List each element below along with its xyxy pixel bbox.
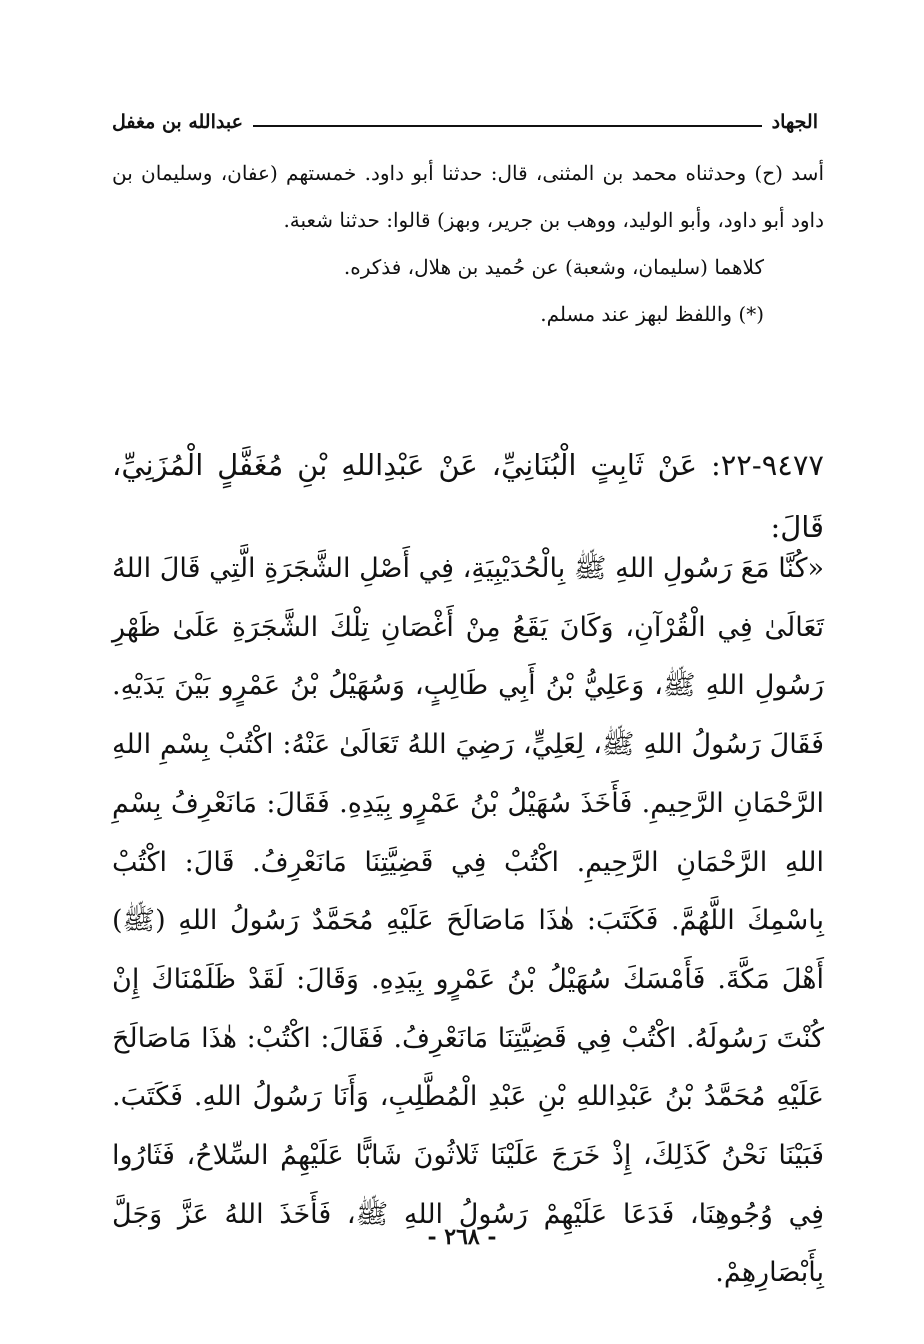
isnad-sources [112,150,824,338]
chain-paragraph: أسد (ح) وحدثناه محمد بن المثنى، قال: حدثنا أبو داود. خمستهم (عفان، وسليمان بن داود أبو داود، وأبو الوليد، ووهب بن جرير، وبهز) قالوا: حدثنا شعبة. [112,161,824,232]
page-number: - ٢٦٨ - [427,1224,497,1250]
header-rule [253,125,762,127]
hadith-text: «كُنَّا مَعَ رَسُولِ اللهِ ﷺ بِالْحُدَيْبِيَةِ، فِي أَصْلِ الشَّجَرَةِ الَّتِي قَالَ اللهُ تَعَالَىٰ فِي الْقُرْآنِ، وَكَانَ يَقَعُ مِنْ أَغْصَانِ تِلْكَ الشَّجَرَةِ عَلَىٰ ظَهْرِ رَسُولِ اللهِ ﷺ، وَعَلِيُّ بْنُ أَبِي طَالِبٍ، وَسُهَيْلُ بْنُ عَمْرٍو بَيْنَ يَدَيْهِ. فَقَالَ رَسُولُ اللهِ ﷺ، لِعَلِيٍّ، رَضِيَ اللهُ تَعَالَىٰ عَنْهُ: اكْتُبْ بِسْمِ اللهِ الرَّحْمَانِ الرَّحِيمِ. فَأَخَذَ سُهَيْلُ بْنُ عَمْرٍو بِيَدِهِ. فَقَالَ: مَانَعْرِفُ بِسْمِ اللهِ الرَّحْمَانِ الرَّحِيمِ. اكْتُبْ فِي قَضِيَّتِنَا مَانَعْرِفُ. قَالَ: اكْتُبْ بِاسْمِكَ اللَّهُمَّ. فَكَتَبَ: هٰذَا مَاصَالَحَ عَلَيْهِ مُحَمَّدٌ رَسُولُ اللهِ (ﷺ) أَهْلَ مَكَّةَ. فَأَمْسَكَ سُهَيْلُ بْنُ عَمْرٍو بِيَدِهِ. وَقَالَ: لَقَدْ ظَلَمْنَاكَ إِنْ كُنْتَ رَسُولَهُ. اكْتُبْ فِي قَضِيَّتِنَا مَانَعْرِفُ. فَقَالَ: اكْتُبْ: هٰذَا مَاصَالَحَ عَلَيْهِ مُحَمَّدُ بْنُ عَبْدِاللهِ بْنِ عَبْدِ الْمُطَّلِبِ، وَأَنَا رَسُولُ اللهِ. فَكَتَبَ. فَبَيْنَا نَحْنُ كَذَلِكَ، إِذْ خَرَجَ عَلَيْنَا ثَلاثُونَ شَابًّا عَلَيْهِمُ السِّلاحُ، فَثَارُوا فِي وُجُوهِنَا، فَدَعَا عَلَيْهِمْ رَسُولُ اللهِ ﷺ، فَأَخَذَ اللهُ عَزَّ وَجَلَّ بِأَبْصَارِهِمْ. [112,553,824,1289]
hadith-heading: ٩٤٧٧-٢٢: عَنْ ثَابِتٍ الْبُنَانِيِّ، عَنْ عَبْدِاللهِ بْنِ مُغَفَّلٍ الْمُزَنِيِّ، قَالَ: [112,448,824,544]
narrator-title: عبدالله بن مغفل [112,111,243,133]
running-header [112,104,818,140]
wording-note: (*) واللفظ لبهز عند مسلم. [540,302,764,326]
chapter-title: الجهاد [771,111,818,133]
both-narrators-line: كلاهما (سليمان، وشعبة) عن حُميد بن هلال، فذكره. [343,255,764,279]
